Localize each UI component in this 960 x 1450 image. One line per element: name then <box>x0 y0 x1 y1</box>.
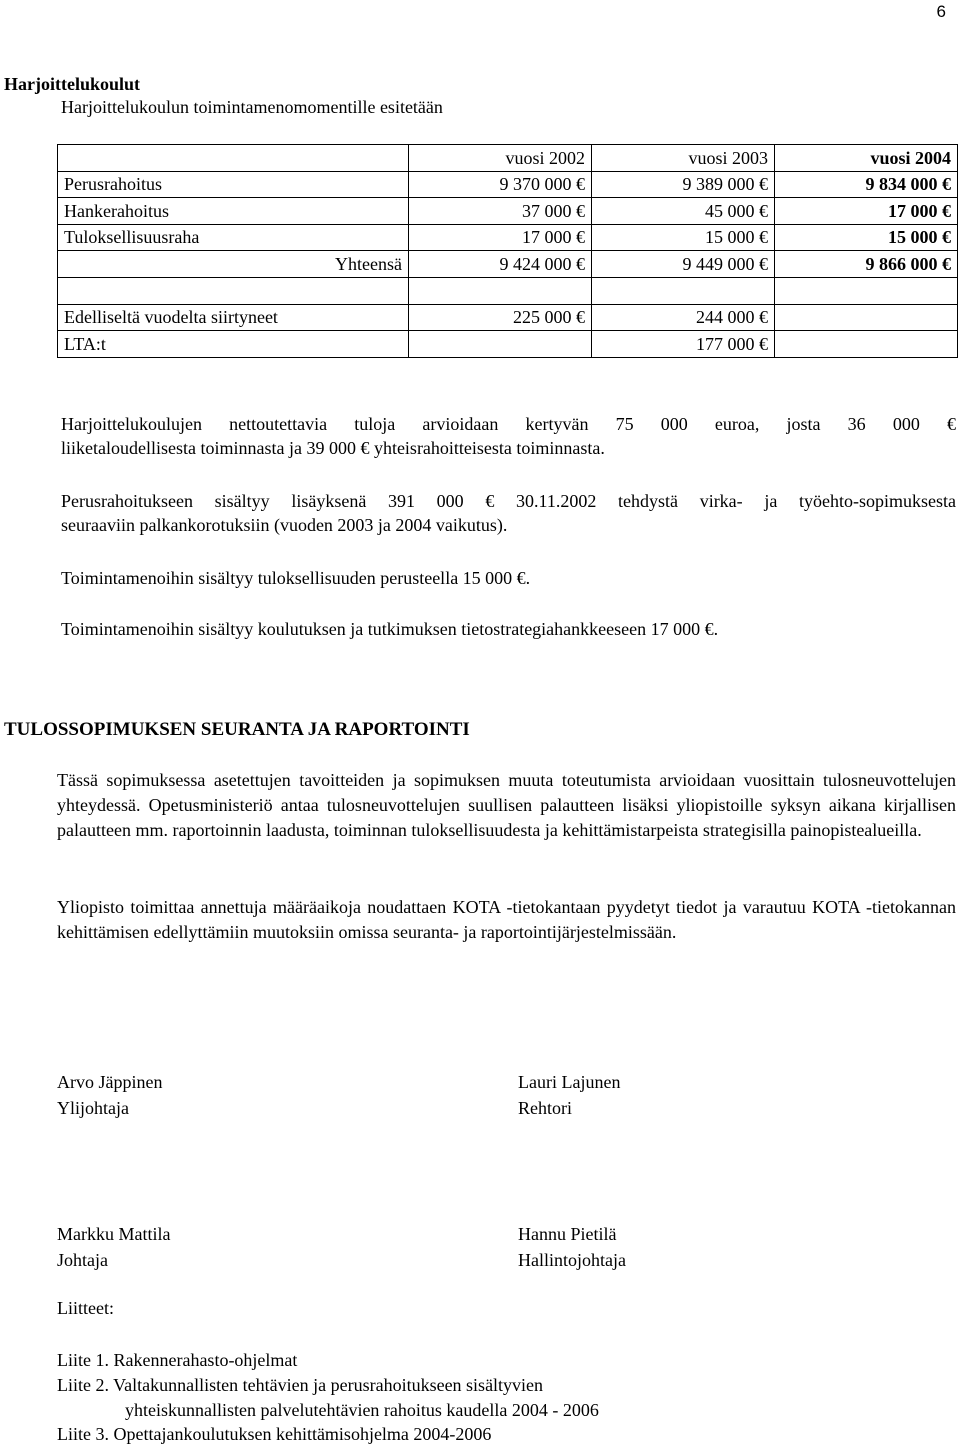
training-paragraph: Toimintamenoihin sisältyy koulutuksen ja tutkimuksen tietostrategiahankkeeseen 17 000 €. <box>61 619 719 639</box>
cell-2003: 45 000 € <box>592 198 775 225</box>
row-label: Hankerahoitus <box>58 198 409 225</box>
header-empty-cell <box>58 145 409 172</box>
cell-2002: 17 000 € <box>409 224 592 251</box>
cell-2003: 177 000 € <box>592 331 775 358</box>
row-label: Tuloksellisuusraha <box>58 224 409 251</box>
table-row <box>58 304 958 331</box>
paragraph-line: Harjoittelukoulujen nettoutettavia tuloja arvioidaan kertyvän 75 000 euroa, josta 36 000 € <box>61 414 956 434</box>
cell-2004 <box>775 331 958 358</box>
cell-2002: 225 000 € <box>409 304 592 331</box>
table-header-row <box>58 145 958 172</box>
paragraph-line: Perusrahoitukseen sisältyy lisäyksenä 391 000 € 30.11.2002 tehdystä virka- ja työehto-sopimuksesta <box>61 491 956 511</box>
table-row <box>58 224 958 251</box>
budget-table <box>57 144 958 358</box>
signature-block <box>518 1221 626 1273</box>
column-header-2002: vuosi 2002 <box>409 145 592 172</box>
cell-2004: 17 000 € <box>775 198 958 225</box>
reporting-section-heading: TULOSSOPIMUKSEN SEURANTA JA RAPORTOINTI <box>4 719 470 740</box>
signatory-name: Hannu Pietilä <box>518 1224 617 1244</box>
cell-2004 <box>775 304 958 331</box>
cell-2002 <box>409 331 592 358</box>
cell-2002: 9 370 000 € <box>409 171 592 198</box>
reporting-paragraph-1: Tässä sopimuksessa asetettujen tavoitteiden ja sopimuksen muuta toteutumista arvioidaan vuosittain tulosneuvottelujen yhteydessä. Opetusministeriö antaa tulosneuvottelujen suullisen palautteen lisäksi yliopistoille syksyn aikana kirjallisen palautteen mm. raportoinnin laadusta, toiminnan tuloksellisuudesta ja kehittämistarpeista strategisilla painopistealueilla. <box>57 770 956 840</box>
total-2003: 9 449 000 € <box>592 251 775 278</box>
total-row <box>58 251 958 278</box>
spacer-row <box>58 277 958 304</box>
attachment-item: Liite 3. Opettajankoulutuksen kehittämisohjelma 2004-2006 <box>57 1424 492 1444</box>
cell-2003: 9 389 000 € <box>592 171 775 198</box>
signatory-role: Hallintojohtaja <box>518 1250 626 1270</box>
row-label: Edelliseltä vuodelta siirtyneet <box>58 304 409 331</box>
page-number: 6 <box>936 2 946 21</box>
row-label: Perusrahoitus <box>58 171 409 198</box>
cell-2003: 244 000 € <box>592 304 775 331</box>
signatory-name: Arvo Jäppinen <box>57 1072 163 1092</box>
attachment-item-continuation: yhteiskunnallisten palvelutehtävien rahoitus kaudella 2004 - 2006 <box>125 1400 599 1420</box>
attachment-item: Liite 2. Valtakunnallisten tehtävien ja perusrahoitukseen sisältyvien <box>57 1375 544 1395</box>
paragraph-line: liiketaloudellisesta toiminnasta ja 39 000 € yhteisrahoitteisesta toiminnasta. <box>61 438 605 458</box>
column-header-2003: vuosi 2003 <box>592 145 775 172</box>
table-row <box>58 171 958 198</box>
cell-2004: 9 834 000 € <box>775 171 958 198</box>
total-2002: 9 424 000 € <box>409 251 592 278</box>
signatory-name: Lauri Lajunen <box>518 1072 621 1092</box>
signatory-role: Rehtori <box>518 1098 572 1118</box>
total-label: Yhteensä <box>58 251 409 278</box>
cell-2003: 15 000 € <box>592 224 775 251</box>
signatory-role: Ylijohtaja <box>57 1098 129 1118</box>
cell-2004: 15 000 € <box>775 224 958 251</box>
column-header-2004: vuosi 2004 <box>775 145 958 172</box>
cell-2002: 37 000 € <box>409 198 592 225</box>
signature-block <box>518 1069 620 1121</box>
signatory-role: Johtaja <box>57 1250 108 1270</box>
income-paragraph <box>61 412 956 460</box>
section-title-training-schools: Harjoittelukoulut <box>4 74 141 94</box>
signatory-name: Markku Mattila <box>57 1224 171 1244</box>
results-paragraph: Toimintamenoihin sisältyy tuloksellisuuden perusteella 15 000 €. <box>61 568 531 588</box>
attachment-item: Liite 1. Rakennerahasto-ohjelmat <box>57 1350 298 1370</box>
signature-block <box>57 1221 170 1273</box>
row-label: LTA:t <box>58 331 409 358</box>
section-subtitle: Harjoittelukoulun toimintamenomomentille esitetään <box>61 97 443 117</box>
base-funding-paragraph <box>61 489 956 537</box>
paragraph-line: seuraaviin palkankorotuksiin (vuoden 2003 ja 2004 vaikutus). <box>61 515 508 535</box>
total-2004: 9 866 000 € <box>775 251 958 278</box>
table-row <box>58 331 958 358</box>
reporting-paragraph-2: Yliopisto toimittaa annettuja määräaikoja noudattaen KOTA -tietokantaan pyydetyt tiedot ja varautuu KOTA -tietokannan kehittämisen edellyttämiin muutoksiin omissa seuranta- ja raportointijärjestelmissään. <box>57 897 956 942</box>
table-row <box>58 198 958 225</box>
attachments-heading: Liitteet: <box>57 1298 114 1318</box>
signature-block <box>57 1069 162 1121</box>
